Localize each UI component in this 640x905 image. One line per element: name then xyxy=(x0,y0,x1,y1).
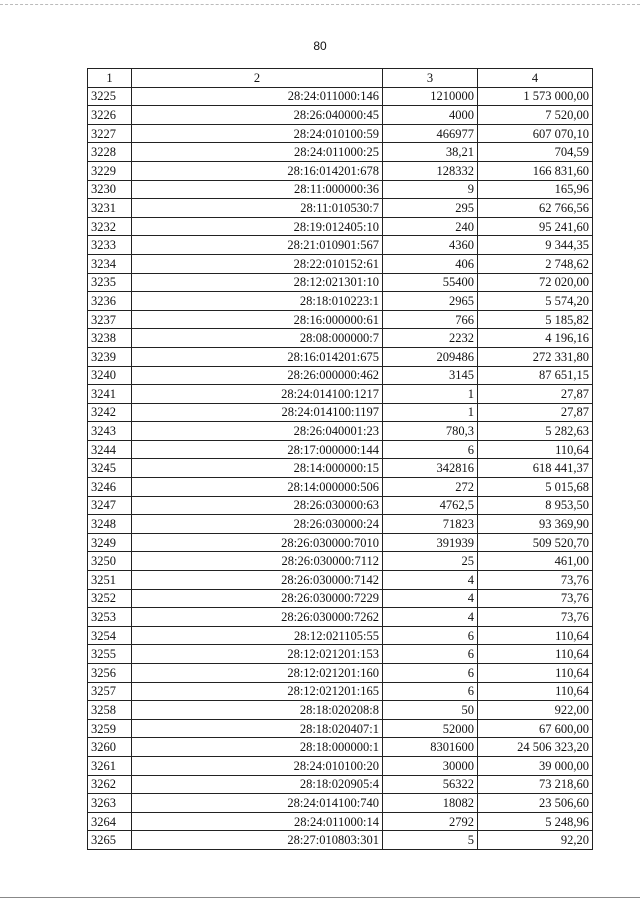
value-cell: 92,20 xyxy=(478,831,593,850)
area-cell: 1210000 xyxy=(383,87,478,106)
table-row xyxy=(88,794,593,813)
value-cell: 87 651,15 xyxy=(478,366,593,385)
value-cell: 27,87 xyxy=(478,403,593,422)
cadastral-number-cell: 28:16:014201:675 xyxy=(132,347,383,366)
cadastral-number-cell: 28:26:040001:23 xyxy=(132,422,383,441)
row-number-cell: 3257 xyxy=(88,682,132,701)
cadastral-number-cell: 28:08:000000:7 xyxy=(132,329,383,348)
row-number-cell: 3258 xyxy=(88,701,132,720)
row-number-cell: 3229 xyxy=(88,161,132,180)
value-cell: 922,00 xyxy=(478,701,593,720)
top-edge-line xyxy=(0,4,640,5)
row-number-cell: 3237 xyxy=(88,310,132,329)
value-cell: 110,64 xyxy=(478,440,593,459)
cadastral-number-cell: 28:24:014100:740 xyxy=(132,794,383,813)
area-cell: 8301600 xyxy=(383,738,478,757)
cadastral-number-cell: 28:18:000000:1 xyxy=(132,738,383,757)
cadastral-number-cell: 28:19:012405:10 xyxy=(132,217,383,236)
table-row xyxy=(88,329,593,348)
area-cell: 6 xyxy=(383,664,478,683)
column-header-3: 3 xyxy=(383,69,478,88)
cadastral-number-cell: 28:26:030000:63 xyxy=(132,496,383,515)
value-cell: 5 015,68 xyxy=(478,478,593,497)
cadastral-number-cell: 28:14:000000:506 xyxy=(132,478,383,497)
cadastral-number-cell: 28:21:010901:567 xyxy=(132,236,383,255)
row-number-cell: 3239 xyxy=(88,347,132,366)
column-header-4: 4 xyxy=(478,69,593,88)
row-number-cell: 3253 xyxy=(88,608,132,627)
area-cell: 25 xyxy=(383,552,478,571)
area-cell: 9 xyxy=(383,180,478,199)
area-cell: 55400 xyxy=(383,273,478,292)
row-number-cell: 3250 xyxy=(88,552,132,571)
area-cell: 272 xyxy=(383,478,478,497)
cadastral-number-cell: 28:26:030000:7142 xyxy=(132,571,383,590)
value-cell: 1 573 000,00 xyxy=(478,87,593,106)
area-cell: 71823 xyxy=(383,515,478,534)
cadastral-number-cell: 28:24:011000:146 xyxy=(132,87,383,106)
cadastral-number-cell: 28:26:000000:462 xyxy=(132,366,383,385)
row-number-cell: 3251 xyxy=(88,571,132,590)
area-cell: 6 xyxy=(383,626,478,645)
value-cell: 73,76 xyxy=(478,571,593,590)
table-row xyxy=(88,292,593,311)
area-cell: 6 xyxy=(383,682,478,701)
area-cell: 128332 xyxy=(383,161,478,180)
value-cell: 461,00 xyxy=(478,552,593,571)
cadastral-number-cell: 28:27:010803:301 xyxy=(132,831,383,850)
table-row xyxy=(88,366,593,385)
table-row xyxy=(88,478,593,497)
row-number-cell: 3248 xyxy=(88,515,132,534)
row-number-cell: 3244 xyxy=(88,440,132,459)
row-number-cell: 3243 xyxy=(88,422,132,441)
area-cell: 2965 xyxy=(383,292,478,311)
area-cell: 342816 xyxy=(383,459,478,478)
table-row xyxy=(88,552,593,571)
value-cell: 72 020,00 xyxy=(478,273,593,292)
row-number-cell: 3236 xyxy=(88,292,132,311)
cadastral-number-cell: 28:18:020905:4 xyxy=(132,775,383,794)
value-cell: 8 953,50 xyxy=(478,496,593,515)
cadastral-number-cell: 28:24:011000:25 xyxy=(132,143,383,162)
row-number-cell: 3228 xyxy=(88,143,132,162)
area-cell: 4000 xyxy=(383,106,478,125)
table-row xyxy=(88,738,593,757)
value-cell: 93 369,90 xyxy=(478,515,593,534)
row-number-cell: 3260 xyxy=(88,738,132,757)
value-cell: 509 520,70 xyxy=(478,533,593,552)
cadastral-number-cell: 28:12:021201:153 xyxy=(132,645,383,664)
table-row xyxy=(88,775,593,794)
value-cell: 607 070,10 xyxy=(478,124,593,143)
value-cell: 165,96 xyxy=(478,180,593,199)
cadastral-number-cell: 28:12:021201:165 xyxy=(132,682,383,701)
table-row xyxy=(88,199,593,218)
value-cell: 110,64 xyxy=(478,682,593,701)
area-cell: 50 xyxy=(383,701,478,720)
table-row xyxy=(88,254,593,273)
row-number-cell: 3262 xyxy=(88,775,132,794)
value-cell: 110,64 xyxy=(478,645,593,664)
value-cell: 73,76 xyxy=(478,608,593,627)
area-cell: 4762,5 xyxy=(383,496,478,515)
cadastral-number-cell: 28:24:010100:59 xyxy=(132,124,383,143)
row-number-cell: 3234 xyxy=(88,254,132,273)
value-cell: 166 831,60 xyxy=(478,161,593,180)
cadastral-number-cell: 28:26:030000:7112 xyxy=(132,552,383,571)
table-row xyxy=(88,756,593,775)
column-header-2: 2 xyxy=(132,69,383,88)
header-row xyxy=(88,69,593,88)
table-row xyxy=(88,87,593,106)
row-number-cell: 3233 xyxy=(88,236,132,255)
table-row xyxy=(88,515,593,534)
row-number-cell: 3231 xyxy=(88,199,132,218)
cadastral-number-cell: 28:24:014100:1197 xyxy=(132,403,383,422)
table-row xyxy=(88,440,593,459)
value-cell: 4 196,16 xyxy=(478,329,593,348)
value-cell: 2 748,62 xyxy=(478,254,593,273)
table-row xyxy=(88,403,593,422)
area-cell: 4360 xyxy=(383,236,478,255)
table-row xyxy=(88,161,593,180)
cadastral-number-cell: 28:18:020208:8 xyxy=(132,701,383,720)
area-cell: 38,21 xyxy=(383,143,478,162)
area-cell: 780,3 xyxy=(383,422,478,441)
cadastral-number-cell: 28:12:021301:10 xyxy=(132,273,383,292)
row-number-cell: 3252 xyxy=(88,589,132,608)
value-cell: 73 218,60 xyxy=(478,775,593,794)
row-number-cell: 3259 xyxy=(88,719,132,738)
value-cell: 24 506 323,20 xyxy=(478,738,593,757)
row-number-cell: 3263 xyxy=(88,794,132,813)
area-cell: 1 xyxy=(383,385,478,404)
area-cell: 766 xyxy=(383,310,478,329)
table-row xyxy=(88,571,593,590)
cadastral-number-cell: 28:22:010152:61 xyxy=(132,254,383,273)
table-row xyxy=(88,347,593,366)
cadastral-number-cell: 28:18:010223:1 xyxy=(132,292,383,311)
row-number-cell: 3240 xyxy=(88,366,132,385)
cadastral-number-cell: 28:26:040000:45 xyxy=(132,106,383,125)
cadastral-number-cell: 28:24:011000:14 xyxy=(132,812,383,831)
row-number-cell: 3254 xyxy=(88,626,132,645)
value-cell: 62 766,56 xyxy=(478,199,593,218)
value-cell: 110,64 xyxy=(478,626,593,645)
row-number-cell: 3265 xyxy=(88,831,132,850)
area-cell: 3145 xyxy=(383,366,478,385)
value-cell: 27,87 xyxy=(478,385,593,404)
area-cell: 4 xyxy=(383,589,478,608)
value-cell: 73,76 xyxy=(478,589,593,608)
value-cell: 23 506,60 xyxy=(478,794,593,813)
table-row xyxy=(88,106,593,125)
table-row xyxy=(88,180,593,199)
value-cell: 272 331,80 xyxy=(478,347,593,366)
table-row xyxy=(88,645,593,664)
value-cell: 618 441,37 xyxy=(478,459,593,478)
table-row xyxy=(88,589,593,608)
row-number-cell: 3242 xyxy=(88,403,132,422)
table-row xyxy=(88,664,593,683)
area-cell: 295 xyxy=(383,199,478,218)
row-number-cell: 3227 xyxy=(88,124,132,143)
value-cell: 704,59 xyxy=(478,143,593,162)
area-cell: 240 xyxy=(383,217,478,236)
value-cell: 7 520,00 xyxy=(478,106,593,125)
bottom-edge-line xyxy=(0,897,640,898)
table-row xyxy=(88,533,593,552)
table-row xyxy=(88,682,593,701)
cadastral-number-cell: 28:24:014100:1217 xyxy=(132,385,383,404)
row-number-cell: 3249 xyxy=(88,533,132,552)
value-cell: 5 185,82 xyxy=(478,310,593,329)
value-cell: 5 282,63 xyxy=(478,422,593,441)
area-cell: 6 xyxy=(383,440,478,459)
cadastral-number-cell: 28:14:000000:15 xyxy=(132,459,383,478)
area-cell: 4 xyxy=(383,608,478,627)
area-cell: 209486 xyxy=(383,347,478,366)
table-row xyxy=(88,831,593,850)
area-cell: 18082 xyxy=(383,794,478,813)
row-number-cell: 3230 xyxy=(88,180,132,199)
table-row xyxy=(88,273,593,292)
row-number-cell: 3261 xyxy=(88,756,132,775)
table-row xyxy=(88,236,593,255)
row-number-cell: 3245 xyxy=(88,459,132,478)
value-cell: 39 000,00 xyxy=(478,756,593,775)
value-cell: 95 241,60 xyxy=(478,217,593,236)
table-row xyxy=(88,385,593,404)
area-cell: 30000 xyxy=(383,756,478,775)
row-number-cell: 3238 xyxy=(88,329,132,348)
cadastral-number-cell: 28:24:010100:20 xyxy=(132,756,383,775)
value-cell: 9 344,35 xyxy=(478,236,593,255)
row-number-cell: 3256 xyxy=(88,664,132,683)
cadastral-number-cell: 28:11:010530:7 xyxy=(132,199,383,218)
table-row xyxy=(88,310,593,329)
cadastral-number-cell: 28:26:030000:7262 xyxy=(132,608,383,627)
area-cell: 6 xyxy=(383,645,478,664)
value-cell: 67 600,00 xyxy=(478,719,593,738)
table-body xyxy=(88,87,593,849)
cadastral-number-cell: 28:12:021201:160 xyxy=(132,664,383,683)
cadastral-number-cell: 28:17:000000:144 xyxy=(132,440,383,459)
table-row xyxy=(88,608,593,627)
row-number-cell: 3264 xyxy=(88,812,132,831)
area-cell: 4 xyxy=(383,571,478,590)
table-row xyxy=(88,812,593,831)
cadastral-number-cell: 28:16:000000:61 xyxy=(132,310,383,329)
area-cell: 391939 xyxy=(383,533,478,552)
row-number-cell: 3226 xyxy=(88,106,132,125)
area-cell: 406 xyxy=(383,254,478,273)
value-cell: 110,64 xyxy=(478,664,593,683)
table-row xyxy=(88,701,593,720)
area-cell: 2792 xyxy=(383,812,478,831)
cadastral-number-cell: 28:26:030000:7010 xyxy=(132,533,383,552)
page-number: 80 xyxy=(313,39,327,53)
row-number-cell: 3247 xyxy=(88,496,132,515)
table-row xyxy=(88,626,593,645)
cadastral-number-cell: 28:16:014201:678 xyxy=(132,161,383,180)
area-cell: 2232 xyxy=(383,329,478,348)
row-number-cell: 3255 xyxy=(88,645,132,664)
area-cell: 52000 xyxy=(383,719,478,738)
row-number-cell: 3246 xyxy=(88,478,132,497)
value-cell: 5 574,20 xyxy=(478,292,593,311)
table-row xyxy=(88,143,593,162)
table-row xyxy=(88,459,593,478)
cadastral-number-cell: 28:26:030000:7229 xyxy=(132,589,383,608)
cadastral-number-cell: 28:12:021105:55 xyxy=(132,626,383,645)
area-cell: 466977 xyxy=(383,124,478,143)
table-row xyxy=(88,217,593,236)
table-row xyxy=(88,719,593,738)
registry-table xyxy=(87,68,593,850)
table-row xyxy=(88,422,593,441)
area-cell: 56322 xyxy=(383,775,478,794)
table-header xyxy=(88,69,593,88)
row-number-cell: 3232 xyxy=(88,217,132,236)
row-number-cell: 3235 xyxy=(88,273,132,292)
table-row xyxy=(88,124,593,143)
cadastral-number-cell: 28:11:000000:36 xyxy=(132,180,383,199)
area-cell: 5 xyxy=(383,831,478,850)
table-row xyxy=(88,496,593,515)
cadastral-number-cell: 28:18:020407:1 xyxy=(132,719,383,738)
column-header-1: 1 xyxy=(88,69,132,88)
area-cell: 1 xyxy=(383,403,478,422)
value-cell: 5 248,96 xyxy=(478,812,593,831)
row-number-cell: 3225 xyxy=(88,87,132,106)
cadastral-number-cell: 28:26:030000:24 xyxy=(132,515,383,534)
row-number-cell: 3241 xyxy=(88,385,132,404)
